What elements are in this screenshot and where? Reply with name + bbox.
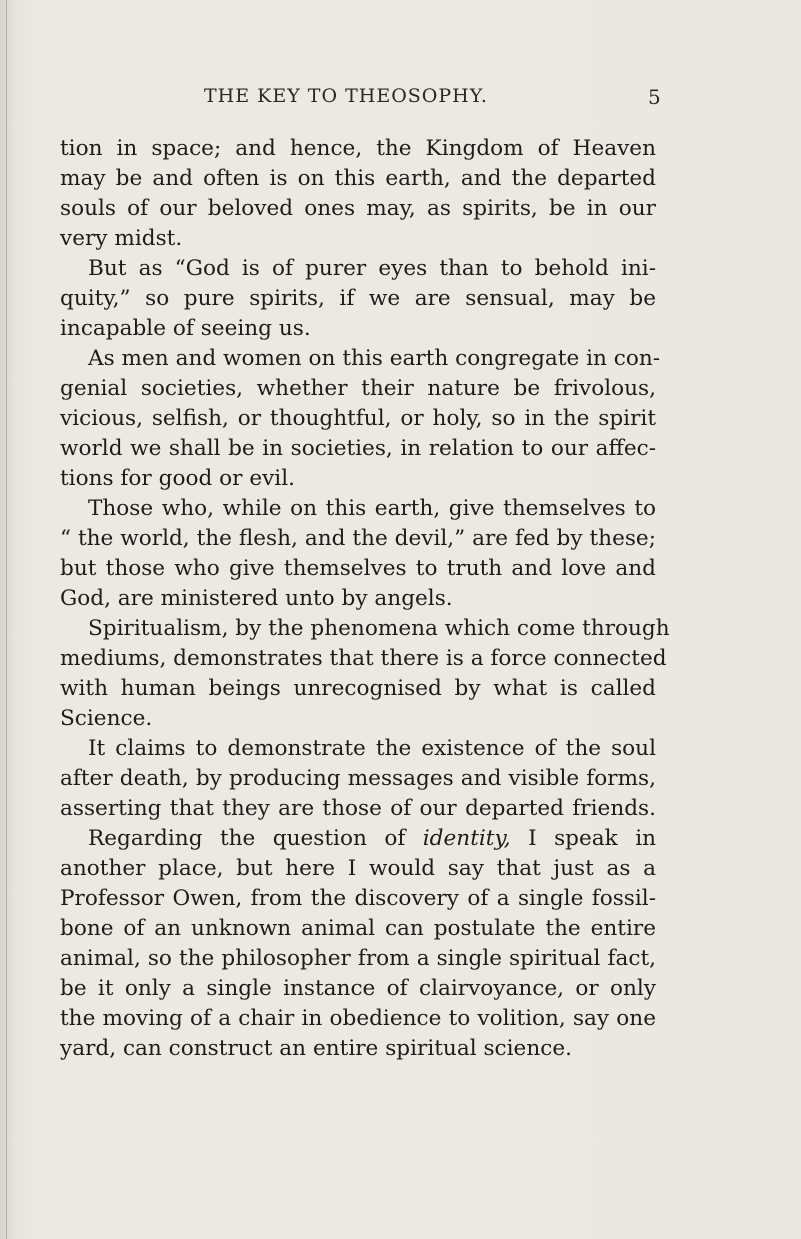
text-line: bone of an unknown animal can postulate the entire (60, 916, 656, 941)
text-run: I speak in (510, 826, 657, 851)
text-line: God, are ministered unto by angels. (60, 586, 453, 611)
body-text (60, 134, 670, 1064)
text-line: It claims to demonstrate the existence of the soul (88, 736, 656, 761)
text-line: Science. (60, 706, 153, 731)
text-line: vicious, selfish, or thoughtful, or holy, so in the spirit (60, 406, 656, 431)
text-line: genial societies, whether their nature be frivolous, (60, 376, 656, 401)
text-line: But as “God is of purer eyes than to behold ini- (88, 256, 656, 281)
text-line: incapable of seeing us. (60, 316, 311, 341)
text-line: another place, but here I would say that just as a (60, 856, 656, 881)
text-line: with human beings unrecognised by what is called (60, 676, 656, 701)
text-line: very midst. (60, 226, 183, 251)
text-line: Those who, while on this earth, give themselves to (88, 496, 656, 521)
text-line: “ the world, the flesh, and the devil,” are fed by these; (60, 526, 656, 551)
text-line: quity,” so pure spirits, if we are sensual, may be (60, 286, 656, 311)
text-line: yard, can construct an entire spiritual science. (60, 1036, 572, 1061)
text-line: Professor Owen, from the discovery of a single fossil- (60, 886, 656, 911)
text-line: asserting that they are those of our departed friends. (60, 796, 656, 821)
text-line: As men and women on this earth congregate in con- (88, 346, 661, 371)
text-line: may be and often is on this earth, and the departed (60, 166, 656, 191)
text-line: mediums, demonstrates that there is a force connected (60, 646, 667, 671)
text-line: be it only a single instance of clairvoyance, or only (60, 976, 656, 1001)
page-edge-shadow (6, 0, 7, 1239)
text-line: Spiritualism, by the phenomena which come through (88, 616, 670, 641)
italic-word: identity, (422, 826, 511, 851)
running-head-title: THE KEY TO THEOSOPHY. (204, 85, 488, 107)
text-line: after death, by producing messages and visible forms, (60, 766, 656, 791)
text-line: the moving of a chair in obedience to volition, say one (60, 1006, 656, 1031)
page-number: 5 (648, 85, 661, 109)
text-run: Regarding the question of (88, 826, 423, 851)
text-line: souls of our beloved ones may, as spirits, be in our (60, 196, 656, 221)
text-line: world we shall be in societies, in relation to our affec- (60, 436, 656, 461)
text-line: animal, so the philosopher from a single spiritual fact, (60, 946, 656, 971)
text-line: tions for good or evil. (60, 466, 295, 491)
text-line: tion in space; and hence, the Kingdom of Heaven (60, 136, 656, 161)
text-line (60, 824, 656, 854)
text-line: but those who give themselves to truth and love and (60, 556, 656, 581)
